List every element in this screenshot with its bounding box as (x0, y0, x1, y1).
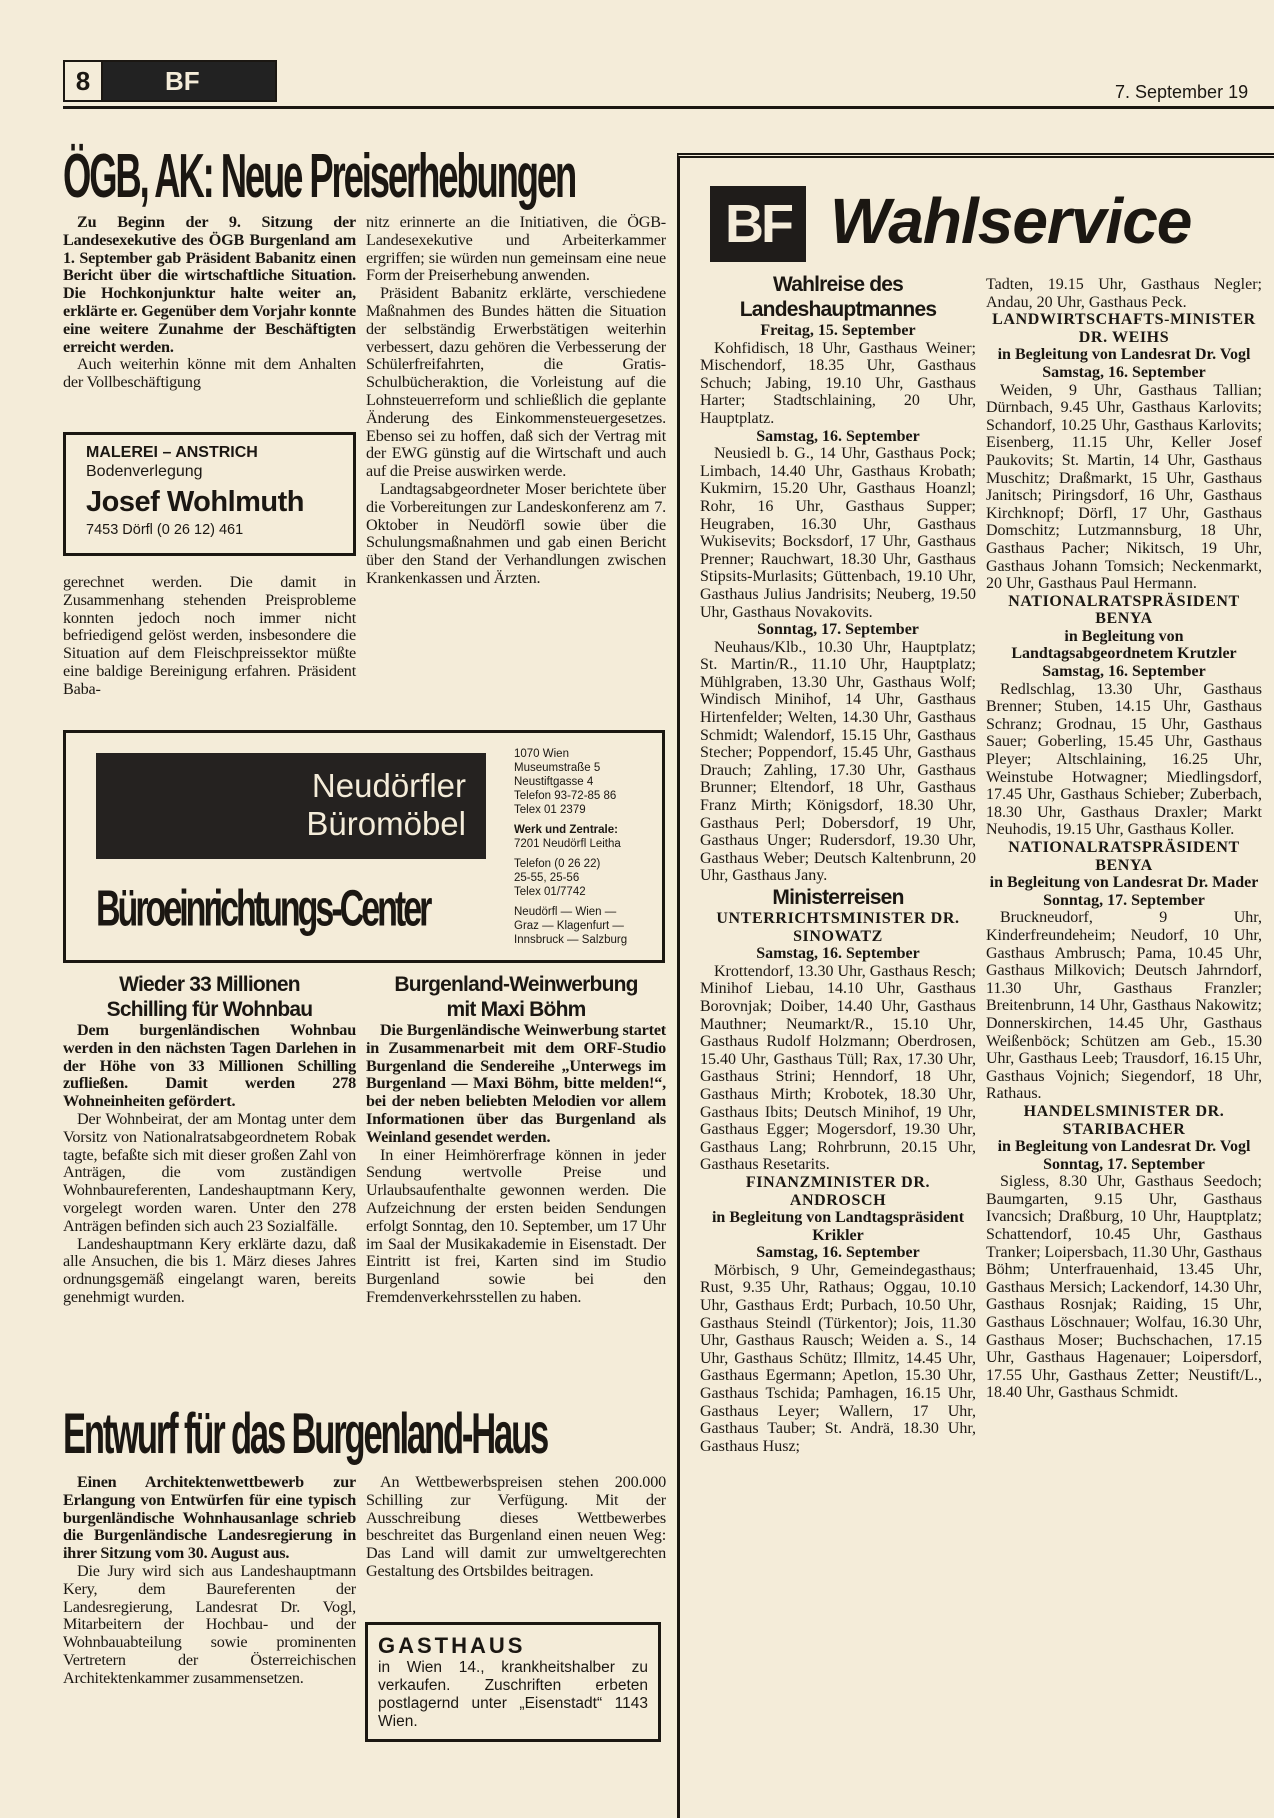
ad-line: Bodenverlegung (86, 463, 203, 480)
day-heading: Samstag, 16. September (1042, 663, 1206, 681)
schedule-text: Bruckneudorf, 9 Uhr, Kinderfreundeheim; Neudorf, 10 Uhr, Gasthaus Ambrusch; Pama, 10.45 Uhr, Gasthaus Milkovich; Deutsch Jahrndorf, 11.30 Uhr, Gasthaus Franzler; Breitenbrunn, 14 Uhr, Gasthaus Nakowitz; Donnerskirchen, 14.45 Uhr, Gasthaus Weißenböck; Schützen am Geb., 15.30 Uhr, Gasthaus Leeb; Trausdorf, 16.15 Uhr, Gasthaus Vojnich; Siegendorf, 18 Uhr, Rathaus. (986, 909, 1262, 1103)
schedule-text: Neusiedl b. G., 14 Uhr, Gasthaus Pock; Limbach, 14.40 Uhr, Gasthaus Krobath; Kukmirn, 15.20 Uhr, Gasthaus Hoanzl; Rohr, 16 Uhr, Gasthaus Supper; Heugraben, 16.30 Uhr, Gasthaus Wukisevits; Bocksdorf, 17 Uhr, Gasthaus Prenner; Rauchwart, 18.30 Uhr, Gasthaus Stipsits-Murlasits; Güttenbach, 19.10 Uhr, Gasthaus Julius Jandrisits; Neuberg, 19.50 Uhr, Gasthaus Novakovits. (700, 445, 976, 621)
ad-malerei-wohlmuth (63, 432, 356, 556)
headline: Schilling für Wohnbau (106, 998, 313, 1021)
schedule-text: Sigless, 8.30 Uhr, Gasthaus Seedoch; Baumgarten, 9.15 Uhr, Gasthaus Ivancsich; Draßburg, 10 Uhr, Hauptplatz; Schattendorf, 10.45 Uhr, Gasthaus Tranker; Loipersbach, 11.30 Uhr, Gasthaus Böhm; Unterfrauenhaid, 13.45 Uhr, Gasthaus Mersich; Lackendorf, 14.30 Uhr, Gasthaus Rosnjak; Raiding, 15 Uhr, Gasthaus Löschnauer; Wolfau, 16.30 Uhr, Gasthaus Moser; Buchschachen, 17.15 Uhr, Gasthaus Hagenauer; Loipersdorf, 17.55 Uhr, Gasthaus Zetter; Neustift/L., 18.40 Uhr, Gasthaus Schmidt. (986, 1173, 1262, 1402)
page-header-badge (63, 60, 277, 102)
article-weinwerbung (366, 972, 666, 1307)
headline-burgenland-haus: Entwurf für das Burgenland-Haus (63, 1402, 548, 1467)
article1-col1-continued (63, 574, 356, 699)
ad-line: 7201 Neudörfl Leitha (514, 838, 621, 850)
wahlservice-col1 (700, 272, 976, 1455)
escort-note: in Begleitung von Landtagsabgeordnetem Krutzler (1011, 627, 1237, 663)
ad-line: Neustiftgasse 4 (514, 776, 594, 788)
paragraph: gerechnet werden. Die damit in Zusammenhang stehenden Preisprobleme konnten jedoch noch immer nicht befriedigend gelöst werden, insbesondere die Situation auf dem Fleischpreissektor müßte eine baldige Bereinigung erfahren. Präsident Baba- (63, 573, 356, 698)
article-body (366, 1022, 666, 1307)
article1-col2 (366, 214, 666, 588)
day-heading: Samstag, 16. September (756, 427, 920, 445)
ad-brand: Neudörfler (311, 767, 466, 804)
escort-note: in Begleitung von Landesrat Dr. Mader (989, 874, 1259, 892)
ad-line: Telex 01/7742 (514, 886, 586, 898)
ad-line: Innsbruck — Salzburg (514, 934, 628, 946)
escort-note: in Begleitung von Landesrat Dr. Vogl (997, 1138, 1251, 1156)
ad-neudoerfler-bueromoebel (63, 730, 665, 963)
paragraph: Zu Beginn der 9. Sitzung der Landesexekutive des ÖGB Burgenland am 1. September gab Präsident Babanitz einen Bericht über die wirtschaftliche Situation. Die Hochkonjunktur halte weiter an, erklärte er. Gegenüber dem Vorjahr konnte eine weitere Zunahme der Beschäftigten erreicht werden. (63, 213, 356, 356)
minister-heading: HANDELSMINISTER DR. STARIBACHER (1023, 1102, 1225, 1138)
ad-line: Telefon (0 26 22) (514, 858, 601, 870)
schedule-text: Krottendorf, 13.30 Uhr, Gasthaus Resch; Minihof Liebau, 14.10 Uhr, Gasthaus Borovnjak; Doiber, 14.40 Uhr, Gasthaus Mauthner; Neumarkt/R., 15.10 Uhr, Gasthaus Rudolf Holzmann; Oberdrosen, 15.40 Uhr, Gasthaus Tüll; Rax, 17.30 Uhr, Gasthaus Strini; Henndorf, 18 Uhr, Gasthaus Mirth; Krobotek, 18.30 Uhr, Gasthaus Ibits; Deutsch Minihof, 19 Uhr, Gasthaus Egger; Mogersdorf, 19.30 Uhr, Gasthaus Lang; Rohrbrunn, 20.15 Uhr, Gasthaus Resetarits. (700, 962, 976, 1174)
paragraph: Die Burgenländische Weinwerbung startet in Zusammenarbeit mit dem ORF-Studio Burgenland die Sendereihe „Unterwegs im Burgenland — Maxi Böhm, bitte melden!“, bei der neben beliebten Melodien vor allem Informationen über das Burgenland als Weinland gesendet werden. (366, 1021, 666, 1146)
ad-gasthaus (365, 1622, 661, 1742)
article4-col2 (366, 1474, 666, 1581)
ad-line: Telefon 93-72-85 86 (514, 790, 617, 802)
paragraph: Der Wohnbeirat, der am Montag unter dem Vorsitz von Nationalratsabgeordnetem Robak tagte, befaßte sich mit dieser großen Zahl von Anträgen, die vom zuständigen Wohnbaureferenten, Landeshauptmann Kery, vorgelegt worden waren. Unter den 278 Anträgen befinden sich auch 23 Sozialfälle. (63, 1109, 356, 1235)
article1-col1 (63, 214, 356, 392)
minister-heading: NATIONALRATSPRÄSIDENT BENYA (1008, 592, 1240, 628)
article-wohnbau (63, 972, 356, 1307)
schedule-text: Neuhaus/Klb., 10.30 Uhr, Hauptplatz; St. Martin/R., 11.10 Uhr, Hauptplatz; Mühlgraben, 13.30 Uhr, Gasthaus Wolf; Windisch Minihof, 14 Uhr, Gasthaus Hirtenfelder; Welten, 14.30 Uhr, Gasthaus Schmidt; Walendorf, 15.15 Uhr, Gasthaus Stecher; Poppendorf, 15.45 Uhr, Gasthaus Drauch; Zahling, 17.30 Uhr, Gasthaus Brunner; Eltendorf, 18 Uhr, Gasthaus Franz Mirth; Königsdorf, 18.30 Uhr, Gasthaus Perl; Dobersdorf, 19 Uhr, Gasthaus Unger; Rudersdorf, 19.30 Uhr, Gasthaus Weber; Deutsch Kaltenbrunn, 20 Uhr, Gasthaus Jany. (700, 638, 976, 885)
schedule-text: Mörbisch, 9 Uhr, Gemeindegasthaus; Rust, 9.35 Uhr, Rathaus; Oggau, 10.10 Uhr, Gasthaus Erdt; Purbach, 10.50 Uhr, Gasthaus Steindl (Türkentor); Jois, 11.30 Uhr, Gasthaus Rausch; Weiden a. S., 14 Uhr, Gasthaus Schütz; Illmitz, 14.45 Uhr, Gasthaus Egermann; Apetlon, 15.30 Uhr, Gasthaus Tschida; Pamhagen, 16.15 Uhr, Gasthaus Leyer; Wallern, 17 Uhr, Gasthaus Tauber; St. Andrä, 18.30 Uhr, Gasthaus Husz; (700, 1261, 976, 1455)
ad-line: Graz — Klagenfurt — (514, 920, 624, 932)
ad-line: Telex 01 2379 (514, 804, 586, 816)
header-rule (63, 106, 1274, 109)
day-heading: Sonntag, 17. September (1043, 1155, 1205, 1173)
day-heading: Sonntag, 17. September (757, 621, 919, 639)
section-heading: Ministerreisen (772, 886, 904, 909)
ad-contact: 7453 Dörfl (0 26 12) 461 (86, 522, 244, 538)
wahlservice-logo: BF (710, 186, 806, 262)
ad-slogan: Büroeinrichtungs-Center (96, 880, 430, 938)
paragraph: Landeshauptmann Kery erklärte dazu, daß alle Ansuchen, die bis 1. März dieses Jahres ordnungsgemäß eingelangt waren, bereits genehmigt wurden. (63, 1234, 356, 1306)
article-body (63, 1022, 356, 1307)
schedule-text: Kohfidisch, 18 Uhr, Gasthaus Weiner; Mischendorf, 18.35 Uhr, Gasthaus Schuch; Jabing, 19.10 Uhr, Gasthaus Harter; Stadtschlaining, 20 Uhr, Hauptplatz. (700, 339, 976, 427)
day-heading: Samstag, 16. September (756, 945, 920, 963)
ad-name: Josef Wohlmuth (86, 486, 305, 518)
headline-preiserhebungen: ÖGB, AK: Neue Preiserhebungen (63, 141, 576, 212)
paragraph: Präsident Babanitz erklärte, verschiedene Maßnahmen des Bundes hätten die Situation der selbständig Erwerbstätigen weiterhin verbessert, dazu gehören die Verbesserung der Schülerfreifahrten, die Gratis-Schulbücheraktion, die Vorleistung auf die Lohnsteuerreform und schließlich die geplante Änderung des Einkommensteuergesetzes. Ebenso sei zu hoffen, daß sich der Vertrag mit der EWG günstig auf die Wirtschaft und auch auf die Preise auswirken werde. (366, 284, 666, 481)
minister-heading: LANDWIRTSCHAFTS-MINISTER DR. WEIHS (992, 311, 1256, 346)
headline: Wieder 33 Millionen (119, 973, 300, 996)
ad-line: Museumstraße 5 (514, 762, 601, 774)
ad-line: MALEREI – ANSTRICH (86, 444, 258, 461)
minister-heading: FINANZMINISTER DR. ANDROSCH (745, 1173, 931, 1209)
issue-date: 7. September 19 (1115, 82, 1249, 102)
article4-col1 (63, 1474, 356, 1688)
paragraph: An Wettbewerbspreisen stehen 200.000 Schilling zur Verfügung. Mit der Ausschreibung dieses Wettbewerbes beschreitet das Burgenland einen neuen Weg: Das Land will damit zur umweltgerechten Gestaltung des Ortsbildes beitragen. (366, 1473, 666, 1580)
escort-note: in Begleitung von Landesrat Dr. Vogl (997, 346, 1251, 364)
wahlservice-title: Wahlservice (830, 185, 1192, 257)
headline: mit Maxi Böhm (446, 998, 586, 1021)
minister-heading: UNTERRICHTSMINISTER DR. SINOWATZ (716, 910, 960, 945)
schedule-text: Tadten, 19.15 Uhr, Gasthaus Negler; Andau, 20 Uhr, Gasthaus Peck. (986, 276, 1262, 311)
paragraph: In einer Heimhörerfrage können in jeder Sendung wertvolle Preise und Urlaubsaufenthalte gewonnen werden. Die Aufzeichnung der ersten beiden Sendungen erfolgt Sonntag, den 10. September, um 17 Uhr im Saal der Musikakademie in Eisenstadt. Der Eintritt ist frei, Karten sind im Studio Burgenland sowie bei den Fremdenverkehrsstellen zu haben. (366, 1145, 666, 1306)
wahlservice-col2 (986, 276, 1262, 1402)
day-heading: Freitag, 15. September (760, 322, 916, 339)
paragraph: Landtagsabgeordneter Moser berichtete über die Vorbereitungen zur Landeskonferenz am 7. Oktober in Neudörfl sowie über die Schulungsmaßnahmen und gab einen Bericht über den Stand der Verhandlungen zwischen Krankenkassen und Ärzten. (366, 479, 666, 587)
day-heading: Samstag, 16. September (1042, 363, 1206, 381)
schedule-text: Redlschlag, 13.30 Uhr, Gasthaus Brenner; Stuben, 14.15 Uhr, Gasthaus Schranz; Grodnau, 15 Uhr, Gasthaus Sauer; Goberling, 15.45 Uhr, Gasthaus Pleyer; Altschlaining, 16.25 Uhr, Weinstube Hotwagner; Miedlingsdorf, 17.45 Uhr, Gasthaus Schieber; Zuberbach, 18.30 Uhr, Gasthaus Draxler; Markt Neuhodis, 19.15 Uhr, Gasthaus Koller. (986, 680, 1262, 839)
section-heading: Wahlreise des Landeshauptmannes (739, 273, 937, 321)
escort-note: in Begleitung von Landtagspräsident Krikler (711, 1209, 965, 1244)
headline: Burgenland-Weinwerbung (394, 973, 638, 996)
ad-line: 25-55, 25-56 (514, 872, 580, 884)
day-heading: Samstag, 16. September (756, 1244, 920, 1262)
ad-address (514, 747, 627, 947)
paragraph: Die Jury wird sich aus Landeshauptmann Kery, dem Baureferenten der Landesregierung, Landesrat Dr. Vogl, Mitarbeitern der Hochbau- und der Wohnbauabteilung sowie prominenten Vertretern der Österreichischen Architektenkammer zusammensetzen. (63, 1561, 356, 1687)
paragraph: Einen Architektenwettbewerb zur Erlangung von Entwürfen für eine typisch burgenländische Wohnhausanlage schrieb die Burgenländische Landesregierung in ihrer Sitzung vom 30. August aus. (63, 1473, 356, 1563)
paper-logo: BF (103, 62, 275, 100)
ad-title: GASTHAUS (378, 1633, 526, 1658)
schedule-text: Weiden, 9 Uhr, Gasthaus Tallian; Dürnbach, 9.45 Uhr, Gasthaus Karlovits; Schandorf, 10.25 Uhr, Gasthaus Karlovits; Eisenberg, 11.15 Uhr, Keller Josef Paukovits; St. Martin, 14 Uhr, Gasthaus Muschitz; Draßmarkt, 15 Uhr, Gasthaus Janitsch; Piringsdorf, 16 Uhr, Gasthaus Kirchknopf; Dörfl, 17 Uhr, Gasthaus Domschitz; Lutzmannsburg, 18 Uhr, Gasthaus Pacher; Nikitsch, 19 Uhr, Gasthaus Johann Tomsich; Neckenmarkt, 20 Uhr, Gasthaus Paul Hermann. (986, 381, 1262, 593)
paragraph: Auch weiterhin könne mit dem Anhalten der Vollbeschäftigung (63, 355, 356, 392)
page-number: 8 (65, 62, 103, 100)
minister-heading: NATIONALRATSPRÄSIDENT BENYA (1008, 839, 1240, 874)
ad-body: in Wien 14., krankheitshalber zu verkaufen. Zuschriften erbeten postlagernd unter „Eisenstadt“ 1143 Wien. (378, 1659, 648, 1730)
paragraph: nitz erinnerte an die Initiativen, die ÖGB-Landesexekutive und Arbeiterkammer ergriffen; sie würden nun gemeinsam eine neue Form der Preiserhebung anwenden. (366, 213, 666, 285)
ad-brand: Büromöbel (306, 805, 466, 842)
ad-hq-label: Werk und Zentrale: (514, 824, 618, 836)
ad-line: Neudörfl — Wien — (514, 906, 617, 918)
day-heading: Sonntag, 17. September (1043, 891, 1205, 909)
ad-brand-block (96, 753, 486, 859)
ad-line: 1070 Wien (514, 748, 569, 760)
paragraph: Dem burgenländischen Wohnbau werden in den nächsten Tagen Darlehen in der Höhe von 33 Millionen Schilling zufließen. Damit werden 278 Wohneinheiten gefördert. (63, 1021, 356, 1111)
